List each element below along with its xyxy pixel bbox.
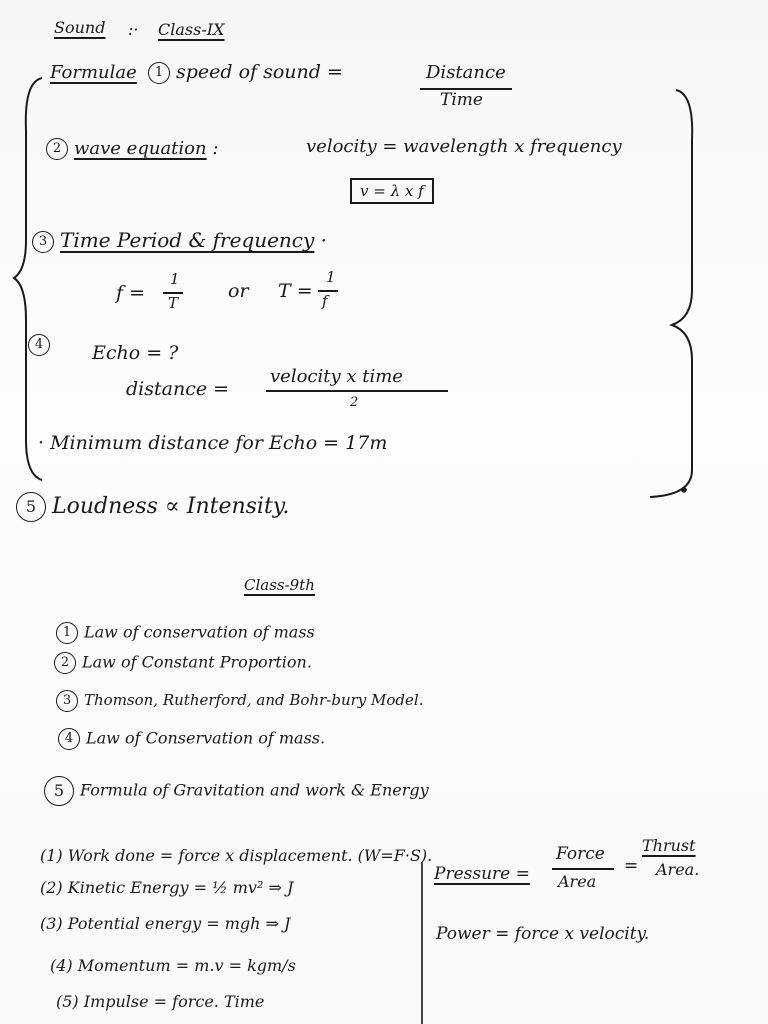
wave-formula: velocity = wavelength x frequency <box>306 136 622 157</box>
pressure-label: Pressure = <box>434 864 530 884</box>
class9-item-4-text: Law of Conservation of mass. <box>86 728 326 748</box>
formula-momentum: (4) Momentum = m.v = kgm/s <box>50 956 296 975</box>
power-formula: Power = force x velocity. <box>436 924 650 944</box>
formula-potential: (3) Potential energy = mgh ⇒ J <box>40 914 291 933</box>
f-num: 1 <box>170 270 180 288</box>
class9-item-3-text: Thomson, Rutherford, and Bohr-bury Model. <box>84 691 424 709</box>
fraction-bar <box>266 390 448 392</box>
class9-item-2: 2 Law of Constant Proportion. <box>54 652 312 674</box>
class9-item-5-text: Formula of Gravitation and work & Energy <box>80 780 429 800</box>
boxed-formula: v = λ x f <box>350 178 434 204</box>
or-text: or <box>228 280 249 302</box>
t-num: 1 <box>326 268 336 286</box>
separator-colon: :· <box>128 20 139 39</box>
speed-denominator: Time <box>440 90 483 110</box>
title-sound: Sound <box>54 18 106 37</box>
echo-minimum-text: Minimum distance for Echo = 17m <box>50 432 388 454</box>
pressure-num2: Thrust <box>642 836 696 855</box>
pressure-den2: Area. <box>656 860 700 879</box>
period-label: Time Period & frequency <box>60 228 315 252</box>
class9-item-3: 3 Thomson, Rutherford, and Bohr-bury Model. <box>56 690 423 712</box>
item-period: 3 Time Period & frequency · <box>32 230 327 253</box>
class9-item-1: 1 Law of conservation of mass <box>56 622 315 644</box>
loudness-text: Loudness ∝ Intensity. <box>52 494 290 519</box>
formula-impulse: (5) Impulse = force. Time <box>56 992 265 1011</box>
class9-item-4: 4 Law of Conservation of mass. <box>58 728 325 750</box>
class-label: Class-IX <box>158 20 225 39</box>
echo-denominator: 2 <box>350 395 359 410</box>
echo-numerator: velocity x time <box>270 366 403 387</box>
class9-item-5: 5 Formula of Gravitation and work & Energy <box>44 776 429 806</box>
item-wave: 2 wave equation : <box>46 138 218 160</box>
t-eq: T = <box>278 280 313 302</box>
fraction-bar <box>318 290 338 292</box>
fraction-bar <box>552 868 614 870</box>
echo-minimum: · Minimum distance for Echo = 17m <box>38 432 388 454</box>
wave-label: wave equation <box>74 138 207 159</box>
echo-label: Echo = ? <box>92 342 179 364</box>
f-den: T <box>168 294 179 312</box>
f-eq: f = <box>116 282 145 304</box>
class9-item-1-text: Law of conservation of mass <box>84 622 315 642</box>
echo-distance: distance = <box>126 378 230 400</box>
item-speed: 1 speed of sound = <box>148 62 343 84</box>
speed-label: speed of sound = <box>176 61 343 83</box>
item-loudness: 5 Loudness ∝ Intensity. <box>16 492 289 522</box>
speed-numerator: Distance <box>426 62 506 83</box>
formulae-label: Formulae <box>50 62 137 83</box>
class9-title: Class-9th <box>244 576 315 594</box>
class9-item-2-text: Law of Constant Proportion. <box>82 652 312 672</box>
dot-mark: • <box>678 478 690 502</box>
pressure-den1: Area <box>558 872 597 891</box>
formula-kinetic: (2) Kinetic Energy = ½ mv² ⇒ J <box>40 878 294 897</box>
item-echo-number: 4 <box>28 334 56 356</box>
pressure-eq: = <box>624 856 639 876</box>
t-den: f <box>322 292 328 310</box>
pressure-num1: Force <box>556 844 605 864</box>
formula-work: (1) Work done = force x displacement. (W=F·S). <box>40 846 433 865</box>
